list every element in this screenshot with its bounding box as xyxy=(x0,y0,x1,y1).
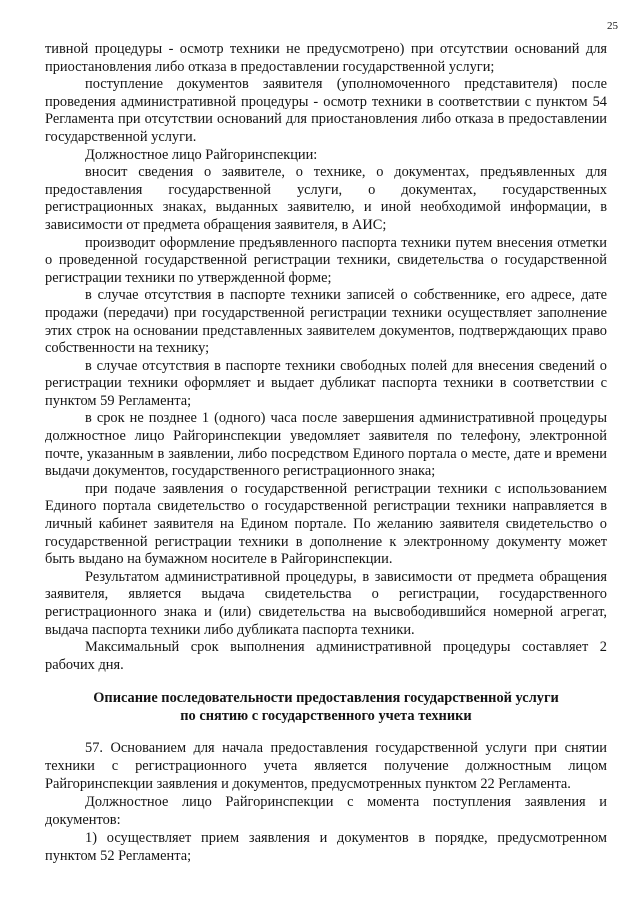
paragraph: в срок не позднее 1 (одного) часа после завершения административной процедуры должностное лицо Райгоринспекции уведомляет заявителя по телефону, электронной почте, указанным в заявлении, либо посредством Единого портала о месте, дате и времени выдачи документов, государственного регистрационного знака; xyxy=(45,410,607,480)
paragraph: в случае отсутствия в паспорте техники свободных полей для внесения сведений о регистрации техники оформляет и выдает дубликат паспорта техники в соответствии с пунктом 59 Регламента; xyxy=(45,357,607,409)
paragraph: Должностное лицо Райгоринспекции: xyxy=(85,146,318,163)
paragraph: 57. Основанием для начала предоставления государственной услуги при снятии техники с регистрационного учета является получение должностным лицом Райгоринспекции заявления и документов, предусмотренных пунктом 22 Регламента. xyxy=(45,740,607,792)
paragraph: 1) осуществляет прием заявления и документов в порядке, предусмотренном пунктом 52 Регламента; xyxy=(45,830,607,864)
paragraph-continuation: тивной процедуры - осмотр техники не предусмотрено) при отсутствии оснований для приостановления либо отказа в предоставлении государственной услуги; xyxy=(45,41,607,75)
paragraph: Максимальный срок выполнения административной процедуры составляет 2 рабочих дня. xyxy=(45,639,607,673)
body-text xyxy=(45,41,607,674)
section-heading-line: по снятию с государственного учета техники xyxy=(180,708,472,724)
paragraph: Должностное лицо Райгоринспекции с момента поступления заявления и документов: xyxy=(45,794,607,828)
paragraph: Результатом административной процедуры, в зависимости от предмета обращения заявителя, является выдача свидетельства о регистрации, государственного регистрационного знака и (или) свидетельства на высвободившийся номерной агрегат, выдача паспорта техники либо дубликата паспорта техники. xyxy=(45,568,607,638)
page-number: 25 xyxy=(607,20,618,32)
paragraph: в случае отсутствия в паспорте техники записей о собственнике, его адресе, дате продажи (передачи) при государственной регистрации техники осуществляет заполнение этих строк на основании представленных заявителем документов, подтверждающих право собственности на технику; xyxy=(45,287,607,357)
paragraph: производит оформление предъявленного паспорта техники путем внесения отметки о проведенной государственной регистрации техники, свидетельства о государственной регистрации техники по утвержденной форме; xyxy=(45,234,607,286)
section-body-text xyxy=(45,739,607,865)
paragraph: при подаче заявления о государственной регистрации техники с использованием Единого портала свидетельство о государственной регистрации техники направляется в личный кабинет заявителя на Едином портале. По желанию заявителя свидетельство о государственной регистрации техники в дополнение к электронному документу может быть выдано на бумажном носителе в Райгоринспекции. xyxy=(45,480,607,568)
section-heading xyxy=(45,689,607,725)
section-heading-line: Описание последовательности предоставления государственной услуги xyxy=(93,690,559,706)
paragraph: поступление документов заявителя (уполномоченного представителя) после проведения административной процедуры - осмотр техники в соответствии с пунктом 54 Регламента при отсутствии оснований для приостановления либо отказа в предоставлении государственной услуги. xyxy=(45,76,607,145)
paragraph: вносит сведения о заявителе, о технике, о документах, предъявленных для предоставления государственной услуги, о документах, государственных регистрационных знаках, выданных заявителю, и иной необходимой информации, в зависимости от предмета обращения заявителя, в АИС; xyxy=(45,164,607,233)
